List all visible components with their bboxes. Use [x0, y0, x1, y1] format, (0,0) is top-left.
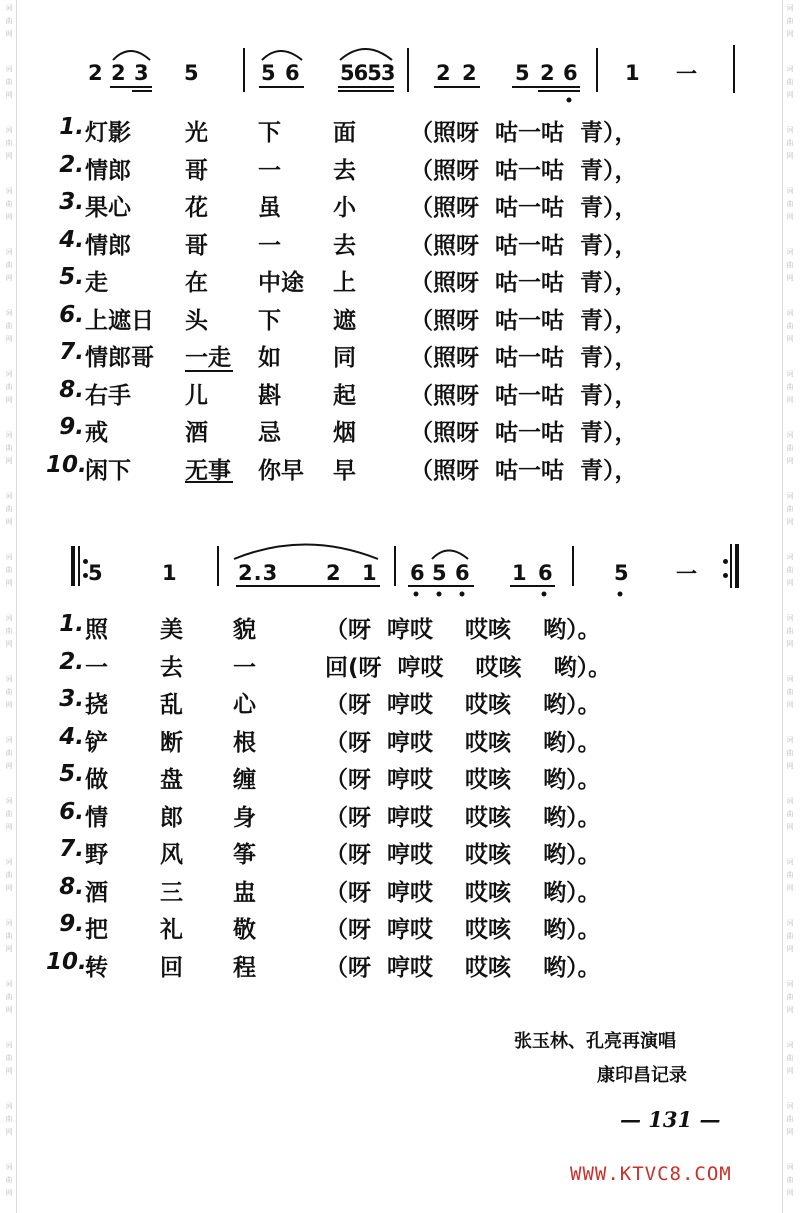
note: 2.3 [238, 561, 279, 585]
lyric-syllable: 一 [233, 654, 256, 681]
watermark-glyph: 网 [786, 1189, 794, 1197]
lyric-syllable: 郎 [160, 804, 183, 831]
watermark-glyph: 曲 [5, 1054, 13, 1062]
watermark-glyph: 网 [5, 945, 13, 953]
lyric-syllable: 情 [85, 804, 108, 831]
watermark-glyph: 网 [5, 518, 13, 526]
watermark-glyph: 曲 [5, 444, 13, 452]
watermark-glyph: 词 [786, 431, 794, 439]
watermark-glyph: 曲 [786, 749, 794, 757]
watermark-glyph: 词 [786, 370, 794, 378]
watermark-glyph: 词 [786, 65, 794, 73]
verse-number: 9. [59, 911, 84, 937]
watermark-glyph: 词 [786, 309, 794, 317]
lyric-syllable: 去 [160, 654, 183, 681]
lyric-syllable: 回 [160, 954, 183, 981]
watermark-glyph: 词 [786, 980, 794, 988]
verse-number: 4. [59, 723, 84, 750]
watermark-glyph: 网 [5, 152, 13, 160]
lyric-syllable: 照 [85, 617, 108, 643]
lyric-refrain: （呀 哼哎 哎咳 哟）。 [325, 617, 601, 643]
lyric-refrain: （呀 哼哎 哎咳 哟）。 [325, 804, 601, 831]
lyric-syllable: 头 [185, 307, 208, 334]
watermark-glyph: 词 [786, 492, 794, 500]
watermark-glyph: 网 [786, 884, 794, 892]
lyric-syllable: 筝 [233, 842, 256, 868]
lyric-refrain: （照呀 咕一咕 青）， [410, 232, 638, 259]
note: 2 [326, 561, 342, 585]
watermark-glyph: 网 [5, 579, 13, 587]
watermark-glyph: 网 [786, 274, 794, 282]
verse-number: 1. [59, 114, 84, 140]
lyric-syllable: 三 [160, 879, 183, 906]
verse-number: 7. [59, 339, 84, 365]
watermark-glyph: 网 [5, 762, 13, 770]
watermark-glyph: 词 [5, 1102, 13, 1110]
watermark-glyph: 曲 [5, 17, 13, 25]
watermark-glyph: 网 [786, 762, 794, 770]
watermark-glyph: 网 [5, 213, 13, 221]
watermark-glyph: 词 [786, 858, 794, 866]
note: 2 [462, 61, 478, 85]
note: 一 [676, 562, 698, 586]
verse-number: 3. [59, 189, 84, 215]
lyric-syllable: 一 [258, 157, 281, 184]
watermark-glyph: 曲 [5, 993, 13, 1001]
lyric-refrain: （呀 哼哎 哎咳 哟）。 [325, 692, 601, 718]
lyric-syllable: 儿 [185, 382, 208, 409]
watermark-glyph: 网 [5, 396, 13, 404]
watermark-glyph: 词 [5, 797, 13, 805]
lyric-syllable: 野 [85, 842, 108, 868]
lyric-syllable: 盅 [233, 879, 256, 906]
watermark-glyph: 曲 [5, 505, 13, 513]
watermark-glyph: 曲 [5, 1115, 13, 1123]
lyric-syllable: 在 [185, 270, 208, 296]
watermark-glyph: 词 [5, 492, 13, 500]
lyric-syllable: 做 [85, 767, 108, 793]
octave-dot [437, 592, 442, 597]
lyric-syllable: 斟 [258, 382, 281, 409]
lyric-syllable: 程 [233, 954, 256, 981]
lyric-syllable: 缠 [233, 767, 256, 793]
watermark-glyph: 曲 [786, 993, 794, 1001]
lyric-syllable: 铲 [85, 729, 108, 756]
lyric-syllable: 一 [258, 232, 281, 259]
octave-dot [567, 98, 572, 103]
watermark-glyph: 网 [5, 701, 13, 709]
watermark-glyph: 词 [786, 1041, 794, 1049]
watermark-glyph: 曲 [786, 566, 794, 574]
lyric-syllable: 断 [160, 729, 183, 756]
lyric-refrain: （照呀 咕一咕 青）， [410, 307, 638, 334]
watermark-glyph: 网 [786, 152, 794, 160]
lyric-syllable: 无事 [185, 457, 231, 484]
lyric-syllable: 烟 [333, 420, 356, 446]
lyric-refrain: （照呀 咕一咕 青）， [410, 382, 638, 409]
note: 2 [540, 61, 556, 85]
verse-number: 5. [59, 761, 84, 787]
lyric-syllable: 果心 [85, 195, 131, 221]
lyric-refrain: （呀 哼哎 哎咳 哟）。 [325, 729, 601, 756]
octave-dot [618, 592, 623, 597]
lyric-syllable: 同 [333, 345, 356, 371]
lyric-syllable: 虽 [258, 195, 281, 221]
note: 6 [285, 61, 301, 85]
watermark-glyph: 曲 [5, 322, 13, 330]
watermark-glyph: 网 [786, 30, 794, 38]
watermark-glyph: 网 [786, 1067, 794, 1075]
octave-dot [542, 592, 547, 597]
watermark-glyph: 曲 [5, 139, 13, 147]
watermark-glyph: 词 [5, 1041, 13, 1049]
watermark-glyph: 网 [5, 274, 13, 282]
watermark-glyph: 网 [786, 518, 794, 526]
lyric-syllable: 哥 [185, 157, 208, 184]
watermark-glyph: 曲 [5, 749, 13, 757]
lyric-syllable: 早 [333, 457, 356, 484]
verse-number: 2. [59, 648, 84, 675]
octave-dot [460, 592, 465, 597]
lyric-syllable: 如 [258, 345, 281, 371]
watermark-glyph: 曲 [786, 1054, 794, 1062]
note: 2 [111, 61, 127, 85]
lyric-syllable: 遮 [333, 307, 356, 334]
watermark-glyph: 曲 [786, 383, 794, 391]
slur-arc [234, 545, 378, 560]
lyric-syllable: 心 [233, 692, 256, 718]
note: 6 [563, 61, 579, 85]
lyric-syllable: 貌 [233, 617, 256, 643]
watermark-glyph: 词 [5, 309, 13, 317]
watermark-glyph: 词 [786, 126, 794, 134]
lyric-syllable: 去 [333, 232, 356, 259]
lyric-refrain: （照呀 咕一咕 青）， [410, 457, 638, 484]
note: 5 [261, 61, 277, 85]
lyric-syllable: 根 [233, 729, 256, 756]
watermark-glyph: 词 [5, 675, 13, 683]
verse-number: 4. [59, 226, 84, 253]
watermark-glyph: 曲 [786, 1115, 794, 1123]
verse-number: 3. [59, 686, 84, 712]
slur-arc [113, 51, 150, 60]
watermark-glyph: 词 [5, 614, 13, 622]
watermark-glyph: 词 [786, 4, 794, 12]
verse-number: 6. [59, 301, 84, 328]
note: 5 [184, 61, 200, 85]
lyric-syllable: 美 [160, 617, 183, 643]
note: 2 [436, 61, 452, 85]
lyric-syllable: 下 [258, 120, 281, 146]
watermark-glyph: 网 [786, 1128, 794, 1136]
verse-number: 8. [59, 376, 84, 403]
lyric-syllable: 面 [333, 120, 356, 146]
lyric-syllable: 敬 [233, 917, 256, 943]
lyric-syllable: 情郎 [85, 157, 131, 184]
lyric-syllable: 把 [85, 917, 108, 943]
watermark-glyph: 网 [786, 213, 794, 221]
watermark-glyph: 词 [5, 553, 13, 561]
lyric-syllable: 礼 [160, 917, 183, 943]
watermark-glyph: 网 [5, 640, 13, 648]
verse-number: 8. [59, 873, 84, 900]
note: 6 [538, 561, 554, 585]
watermark-glyph: 曲 [5, 383, 13, 391]
watermark-glyph: 曲 [786, 261, 794, 269]
lyric-refrain: 回(呀 哼哎 哎咳 哟）。 [325, 654, 612, 681]
watermark-glyph: 词 [786, 797, 794, 805]
slur-arc [432, 551, 468, 560]
octave-dot [414, 592, 419, 597]
lyric-refrain: （照呀 咕一咕 青）， [410, 420, 638, 446]
watermark-glyph: 网 [786, 1006, 794, 1014]
verse-number: 7. [59, 836, 84, 862]
watermark-glyph: 曲 [786, 200, 794, 208]
lyric-syllable: 挠 [85, 692, 108, 718]
slur-arc [262, 51, 302, 60]
watermark-glyph: 词 [5, 736, 13, 744]
watermark-glyph: 网 [5, 823, 13, 831]
lyric-syllable: 光 [185, 120, 208, 146]
verse-number: 9. [59, 414, 84, 440]
watermark-glyph: 词 [786, 1102, 794, 1110]
watermark-glyph: 词 [5, 4, 13, 12]
watermark-glyph: 词 [5, 187, 13, 195]
watermark-glyph: 曲 [786, 688, 794, 696]
watermark-glyph: 网 [5, 457, 13, 465]
watermark-glyph: 词 [786, 614, 794, 622]
page-number: — 131 — [620, 1107, 721, 1132]
lyric-syllable: 下 [258, 307, 281, 334]
watermark-glyph: 曲 [786, 78, 794, 86]
site-url: WWW.KTVC8.COM [570, 1163, 732, 1185]
lyric-syllable: 一走 [185, 345, 231, 371]
watermark-glyph: 网 [5, 1006, 13, 1014]
verse-number: 10. [46, 948, 87, 975]
lyric-syllable: 身 [233, 804, 256, 831]
watermark-glyph: 网 [786, 396, 794, 404]
lyric-refrain: （呀 哼哎 哎咳 哟）。 [325, 842, 601, 868]
lyric-syllable: 乱 [160, 692, 183, 718]
lyric-syllable: 酒 [185, 420, 208, 446]
note: 1 [362, 561, 378, 585]
lyric-syllable: 小 [333, 195, 356, 221]
lyric-syllable: 中途 [258, 270, 304, 296]
watermark-glyph: 网 [5, 335, 13, 343]
lyric-syllable: 花 [185, 195, 208, 221]
watermark-glyph: 网 [5, 30, 13, 38]
watermark-glyph: 词 [786, 187, 794, 195]
watermark-glyph: 网 [5, 1189, 13, 1197]
lyric-syllable: 哥 [185, 232, 208, 259]
lyric-syllable: 转 [85, 954, 108, 981]
lyric-syllable: 情郎哥 [85, 345, 154, 371]
note: 1 [512, 561, 528, 585]
lyric-refrain: （呀 哼哎 哎咳 哟）。 [325, 767, 601, 793]
lyric-refrain: （照呀 咕一咕 青）， [410, 195, 638, 221]
lyric-syllable: 上遮日 [85, 307, 154, 334]
note: 2 [88, 61, 104, 85]
note: 一 [676, 62, 698, 86]
watermark-glyph: 词 [786, 1163, 794, 1171]
watermark-glyph: 曲 [5, 810, 13, 818]
watermark-glyph: 曲 [5, 200, 13, 208]
watermark-glyph: 曲 [5, 932, 13, 940]
watermark-glyph: 曲 [5, 871, 13, 879]
watermark-glyph: 词 [786, 919, 794, 927]
note: 5653 [340, 61, 395, 85]
note: 1 [625, 61, 641, 85]
watermark-glyph: 曲 [5, 627, 13, 635]
lyric-syllable: 忌 [258, 420, 281, 446]
watermark-glyph: 曲 [5, 1176, 13, 1184]
watermark-glyph: 网 [786, 945, 794, 953]
lyric-refrain: （照呀 咕一咕 青）， [410, 270, 638, 296]
slur-arc [340, 49, 392, 60]
watermark-glyph: 网 [786, 91, 794, 99]
watermark-glyph: 曲 [786, 627, 794, 635]
lyric-syllable: 戒 [85, 420, 108, 446]
recorder-credit: 康印昌记录 [597, 1065, 687, 1086]
lyric-syllable: 起 [333, 382, 356, 409]
watermark-glyph: 曲 [786, 139, 794, 147]
watermark-glyph: 网 [5, 1067, 13, 1075]
watermark-glyph: 词 [786, 675, 794, 683]
watermark-glyph: 曲 [786, 871, 794, 879]
watermark-glyph: 曲 [786, 322, 794, 330]
verse-number: 10. [46, 451, 87, 478]
watermark-glyph: 网 [786, 335, 794, 343]
lyric-syllable: 右手 [85, 382, 131, 409]
watermark-glyph: 词 [5, 431, 13, 439]
lyric-refrain: （呀 哼哎 哎咳 哟）。 [325, 917, 601, 943]
lyric-refrain: （呀 哼哎 哎咳 哟）。 [325, 954, 601, 981]
lyric-refrain: （照呀 咕一咕 青）， [410, 120, 638, 146]
note: 3 [134, 61, 150, 85]
verse-number: 5. [59, 264, 84, 290]
watermark-glyph: 词 [5, 65, 13, 73]
note: 5 [432, 561, 448, 585]
singers-credit: 张玉林、孔亮再演唱 [514, 1031, 676, 1052]
verse-number: 2. [59, 151, 84, 178]
note: 1 [162, 561, 178, 585]
verse-number: 6. [59, 798, 84, 825]
watermark-glyph: 词 [786, 248, 794, 256]
watermark-glyph: 曲 [786, 1176, 794, 1184]
lyric-syllable: 去 [333, 157, 356, 184]
watermark-glyph: 词 [5, 1163, 13, 1171]
watermark-glyph: 网 [786, 579, 794, 587]
watermark-glyph: 曲 [5, 688, 13, 696]
lyric-syllable: 闲下 [85, 457, 131, 484]
watermark-glyph: 网 [786, 457, 794, 465]
watermark-glyph: 词 [5, 919, 13, 927]
verse-number: 1. [59, 611, 84, 637]
watermark-glyph: 网 [786, 701, 794, 709]
lyric-syllable: 走 [85, 270, 108, 296]
watermark-glyph: 词 [5, 126, 13, 134]
note: 5 [88, 561, 104, 585]
note: 6 [410, 561, 426, 585]
watermark-glyph: 词 [5, 248, 13, 256]
watermark-glyph: 词 [786, 736, 794, 744]
watermark-glyph: 曲 [786, 444, 794, 452]
watermark-glyph: 曲 [786, 932, 794, 940]
lyric-syllable: 风 [160, 842, 183, 868]
lyric-syllable: 酒 [85, 879, 108, 906]
lyric-syllable: 上 [333, 270, 356, 296]
watermark-glyph: 曲 [5, 566, 13, 574]
watermark-glyph: 曲 [786, 505, 794, 513]
lyric-syllable: 灯影 [85, 120, 131, 146]
lyric-syllable: 盘 [160, 767, 183, 793]
watermark-glyph: 词 [5, 980, 13, 988]
watermark-glyph: 曲 [5, 78, 13, 86]
lyric-syllable: 情郎 [85, 232, 131, 259]
lyric-refrain: （呀 哼哎 哎咳 哟）。 [325, 879, 601, 906]
lyric-refrain: （照呀 咕一咕 青）， [410, 345, 638, 371]
lyric-syllable: 你早 [258, 457, 304, 484]
watermark-glyph: 网 [5, 91, 13, 99]
watermark-glyph: 词 [786, 553, 794, 561]
note: 5 [515, 61, 531, 85]
watermark-glyph: 网 [786, 640, 794, 648]
watermark-glyph: 网 [786, 823, 794, 831]
watermark-glyph: 曲 [5, 261, 13, 269]
watermark-glyph: 曲 [786, 17, 794, 25]
watermark-glyph: 网 [5, 1128, 13, 1136]
watermark-glyph: 网 [5, 884, 13, 892]
note: 6 [455, 561, 471, 585]
watermark-glyph: 词 [5, 858, 13, 866]
note: 5 [614, 561, 630, 585]
watermark-glyph: 词 [5, 370, 13, 378]
lyric-refrain: （照呀 咕一咕 青）， [410, 157, 638, 184]
lyric-syllable: 一 [85, 654, 108, 681]
watermark-glyph: 曲 [786, 810, 794, 818]
